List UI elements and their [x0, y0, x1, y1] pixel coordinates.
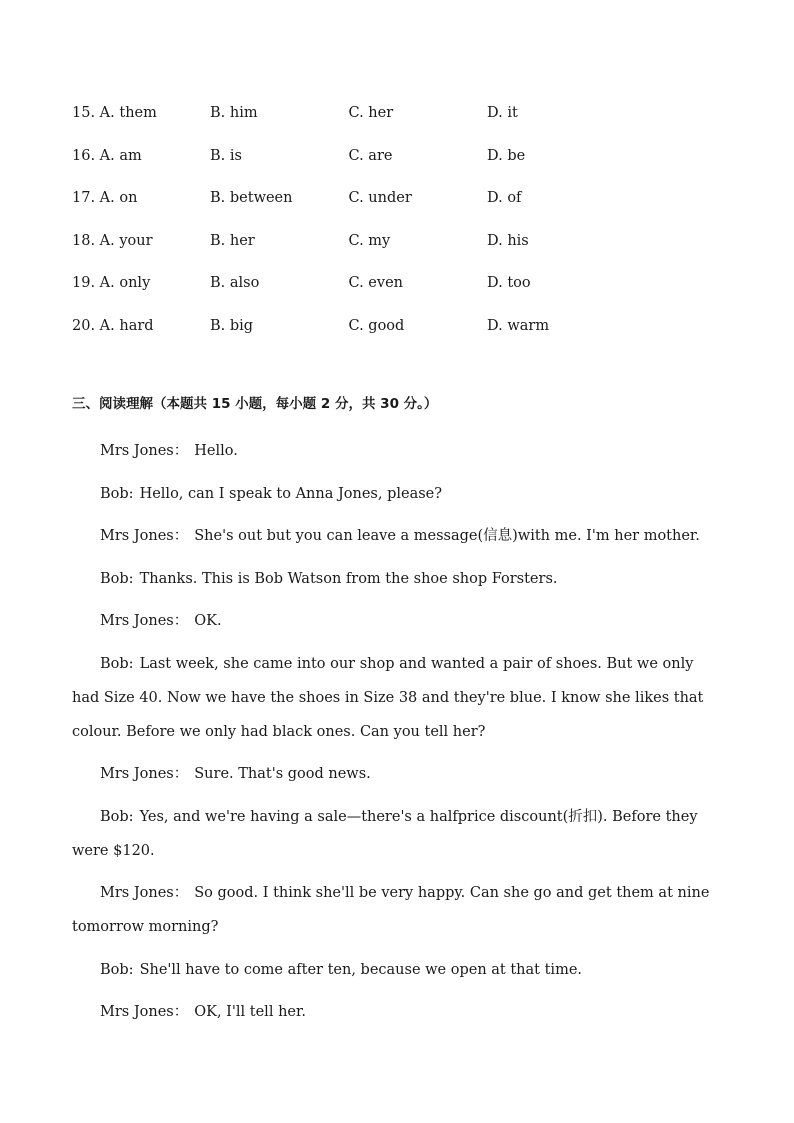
utterance: Thanks. This is Bob Watson from the shoe shop Forsters.	[139, 570, 558, 587]
utterance: Sure. That's good news.	[194, 766, 371, 782]
dialogue-line	[72, 647, 722, 749]
question-row-17	[72, 190, 626, 233]
utterance: She'll have to come after ten, because we open at that time.	[139, 961, 583, 978]
option-d: D. his	[487, 232, 529, 249]
option-a-text: A. only	[99, 275, 151, 291]
reading-passage	[72, 434, 722, 1038]
dialogue-line	[72, 757, 722, 791]
question-row-18	[72, 233, 626, 276]
speaker: Bob:	[100, 570, 134, 587]
option-c: C. even	[348, 275, 403, 291]
speaker: Mrs Jones：	[100, 885, 189, 901]
option-d: D. too	[487, 275, 531, 291]
option-c: C. her	[348, 105, 394, 121]
dialogue-line	[72, 995, 722, 1029]
dialogue-line	[72, 800, 722, 868]
utterance: OK, I'll tell her.	[194, 1004, 306, 1020]
question-row-16	[72, 148, 626, 191]
option-a-text: A. hard	[99, 317, 154, 334]
utterance: Last week, she came into our shop and wanted a pair of shoes. But we only had Size 40. Now we have the shoes in Size 38 and they're blue. I know she likes that colour. Before we only had black ones. Can you tell her?	[72, 655, 704, 740]
option-a-text: A. am	[99, 147, 142, 164]
speaker: Bob:	[100, 961, 134, 978]
question-row-20	[72, 318, 626, 361]
option-d: D. of	[487, 190, 522, 206]
speaker: Bob:	[100, 655, 134, 672]
dialogue-line	[72, 604, 722, 638]
option-c: C. under	[348, 190, 412, 206]
question-row-15	[72, 105, 626, 148]
speaker: Mrs Jones：	[100, 766, 189, 782]
dialogue-line	[72, 953, 722, 987]
option-c: C. are	[348, 147, 393, 164]
option-b: B. between	[210, 190, 293, 206]
option-a	[72, 233, 210, 249]
question-number: 20.	[72, 317, 96, 334]
speaker: Bob:	[100, 485, 134, 502]
option-c: C. good	[348, 317, 405, 334]
option-a-text: A. on	[99, 190, 138, 206]
speaker: Mrs Jones：	[100, 528, 189, 544]
option-d: D. warm	[487, 317, 550, 334]
option-a	[72, 105, 210, 121]
option-d: D. it	[487, 105, 518, 121]
utterance: So good. I think she'll be very happy. Can she go and get them at nine tomorrow morning?	[72, 885, 710, 935]
option-b: B. also	[210, 275, 260, 291]
question-row-19	[72, 275, 626, 318]
speaker: Bob:	[100, 808, 134, 825]
option-a	[72, 148, 210, 164]
option-b: B. big	[210, 317, 254, 334]
utterance: She's out but you can leave a message(信息)with me. I'm her mother.	[194, 528, 700, 544]
section-heading: 三、阅读理解（本题共 15 小题，每小题 2 分，共 30 分。）	[72, 396, 438, 412]
option-b: B. him	[210, 105, 258, 121]
dialogue-line	[72, 876, 722, 944]
option-a	[72, 275, 210, 291]
option-a	[72, 318, 210, 334]
option-a	[72, 190, 210, 206]
question-number: 16.	[72, 147, 96, 164]
question-number: 18.	[72, 232, 96, 249]
utterance: Hello.	[194, 443, 238, 459]
speaker: Mrs Jones：	[100, 613, 189, 629]
option-b: B. is	[210, 147, 242, 164]
dialogue-line	[72, 434, 722, 468]
option-d: D. be	[487, 147, 526, 164]
speaker: Mrs Jones：	[100, 443, 189, 459]
question-number: 17.	[72, 190, 96, 206]
choice-questions	[72, 105, 626, 360]
option-a-text: A. your	[99, 232, 153, 249]
dialogue-line	[72, 477, 722, 511]
speaker: Mrs Jones：	[100, 1004, 189, 1020]
option-a-text: A. them	[99, 105, 157, 121]
dialogue-line	[72, 562, 722, 596]
option-b: B. her	[210, 232, 255, 249]
option-c: C. my	[348, 232, 391, 249]
utterance: OK.	[194, 613, 222, 629]
question-number: 15.	[72, 105, 96, 121]
question-number: 19.	[72, 275, 96, 291]
utterance: Yes, and we're having a sale—there's a halfprice discount(折扣). Before they were $120.	[72, 808, 698, 859]
dialogue-line	[72, 519, 722, 553]
utterance: Hello, can I speak to Anna Jones, please?	[139, 485, 443, 502]
